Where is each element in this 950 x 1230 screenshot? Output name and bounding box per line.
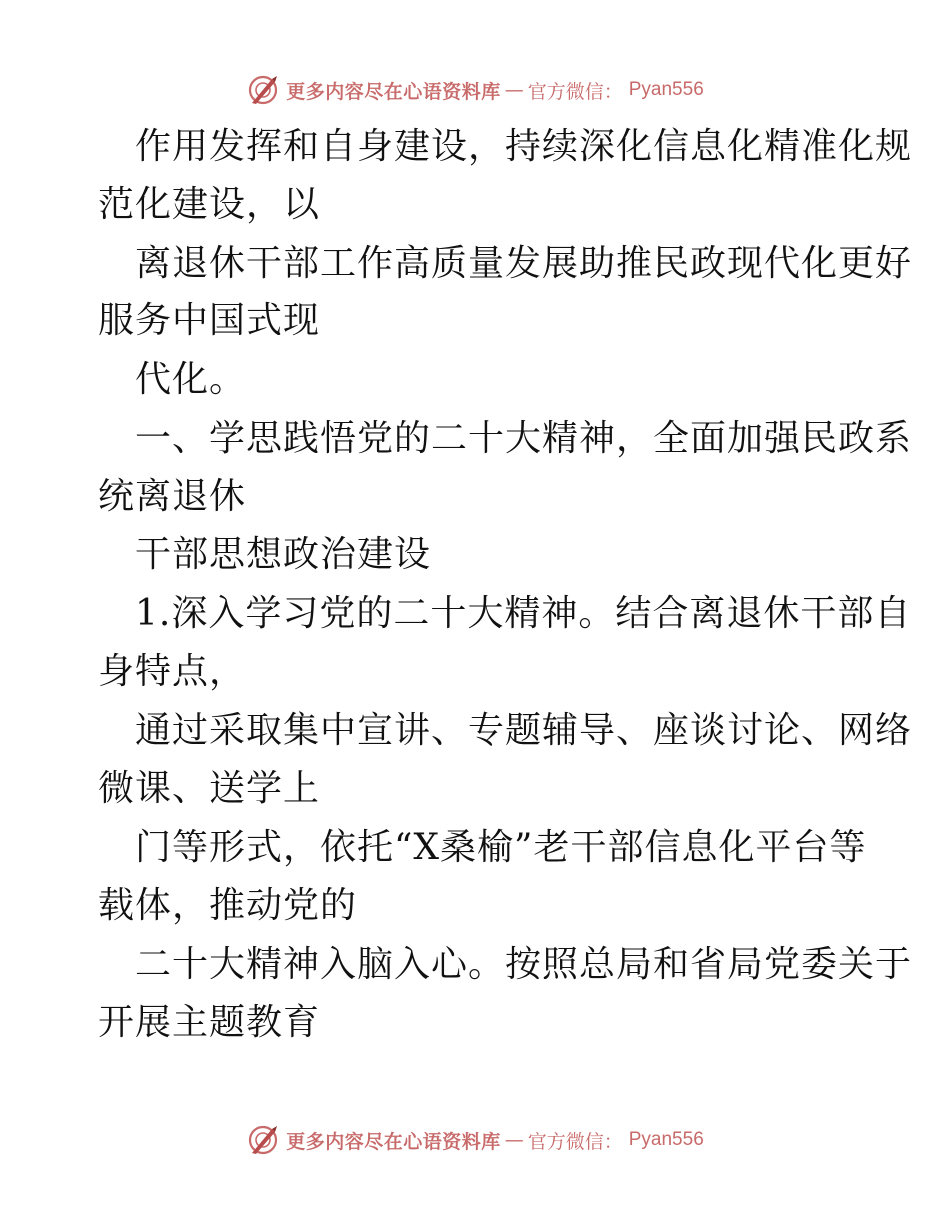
body-line: 作用发挥和自身建设，持续深化信息化精准化规 <box>135 126 913 167</box>
body-line: 服务中国式现 <box>98 300 321 341</box>
header-wechat-id: Pyan556 <box>628 79 704 100</box>
footer-wechat-label: 官方微信： <box>527 1130 623 1153</box>
quill-pen-logo-icon <box>246 1123 280 1157</box>
footer-banner-text: 更多内容尽在心语资料库 <box>286 1130 501 1153</box>
body-line: 离退休干部工作高质量发展助推民政现代化更好 <box>135 243 913 284</box>
header-wechat-label: 官方微信： <box>527 80 623 103</box>
body-line: 身特点， <box>98 651 247 692</box>
body-line: 微课、送学上 <box>98 768 321 809</box>
body-line: 范化建设，以 <box>98 184 321 225</box>
body-line: 开展主题教育 <box>98 1002 321 1043</box>
body-line: 1.深入学习党的二十大精神。结合离退休干部自 <box>135 593 912 634</box>
footer-banner-dash: — <box>504 1129 524 1151</box>
header-banner-dash: — <box>504 79 524 101</box>
body-line: 门等形式，依托“X桑榆”老干部信息化平台等 <box>135 827 867 868</box>
footer-wechat-id: Pyan556 <box>628 1129 704 1150</box>
body-line: 干部思想政治建设 <box>135 534 432 575</box>
quill-pen-logo-icon <box>246 73 280 107</box>
header-watermark-banner <box>0 70 950 110</box>
header-banner-text: 更多内容尽在心语资料库 <box>286 80 501 103</box>
body-line: 载体，推动党的 <box>98 885 358 926</box>
body-line: 通过采取集中宣讲、专题辅导、座谈讨论、网络 <box>135 710 913 751</box>
body-line: 代化。 <box>135 359 247 400</box>
footer-watermark-banner <box>0 1120 950 1160</box>
body-line: 二十大精神入脑入心。按照总局和省局党委关于 <box>135 944 913 985</box>
body-line: 一、学思践悟党的二十大精神，全面加强民政系 <box>135 418 913 459</box>
body-line: 统离退休 <box>98 476 247 517</box>
